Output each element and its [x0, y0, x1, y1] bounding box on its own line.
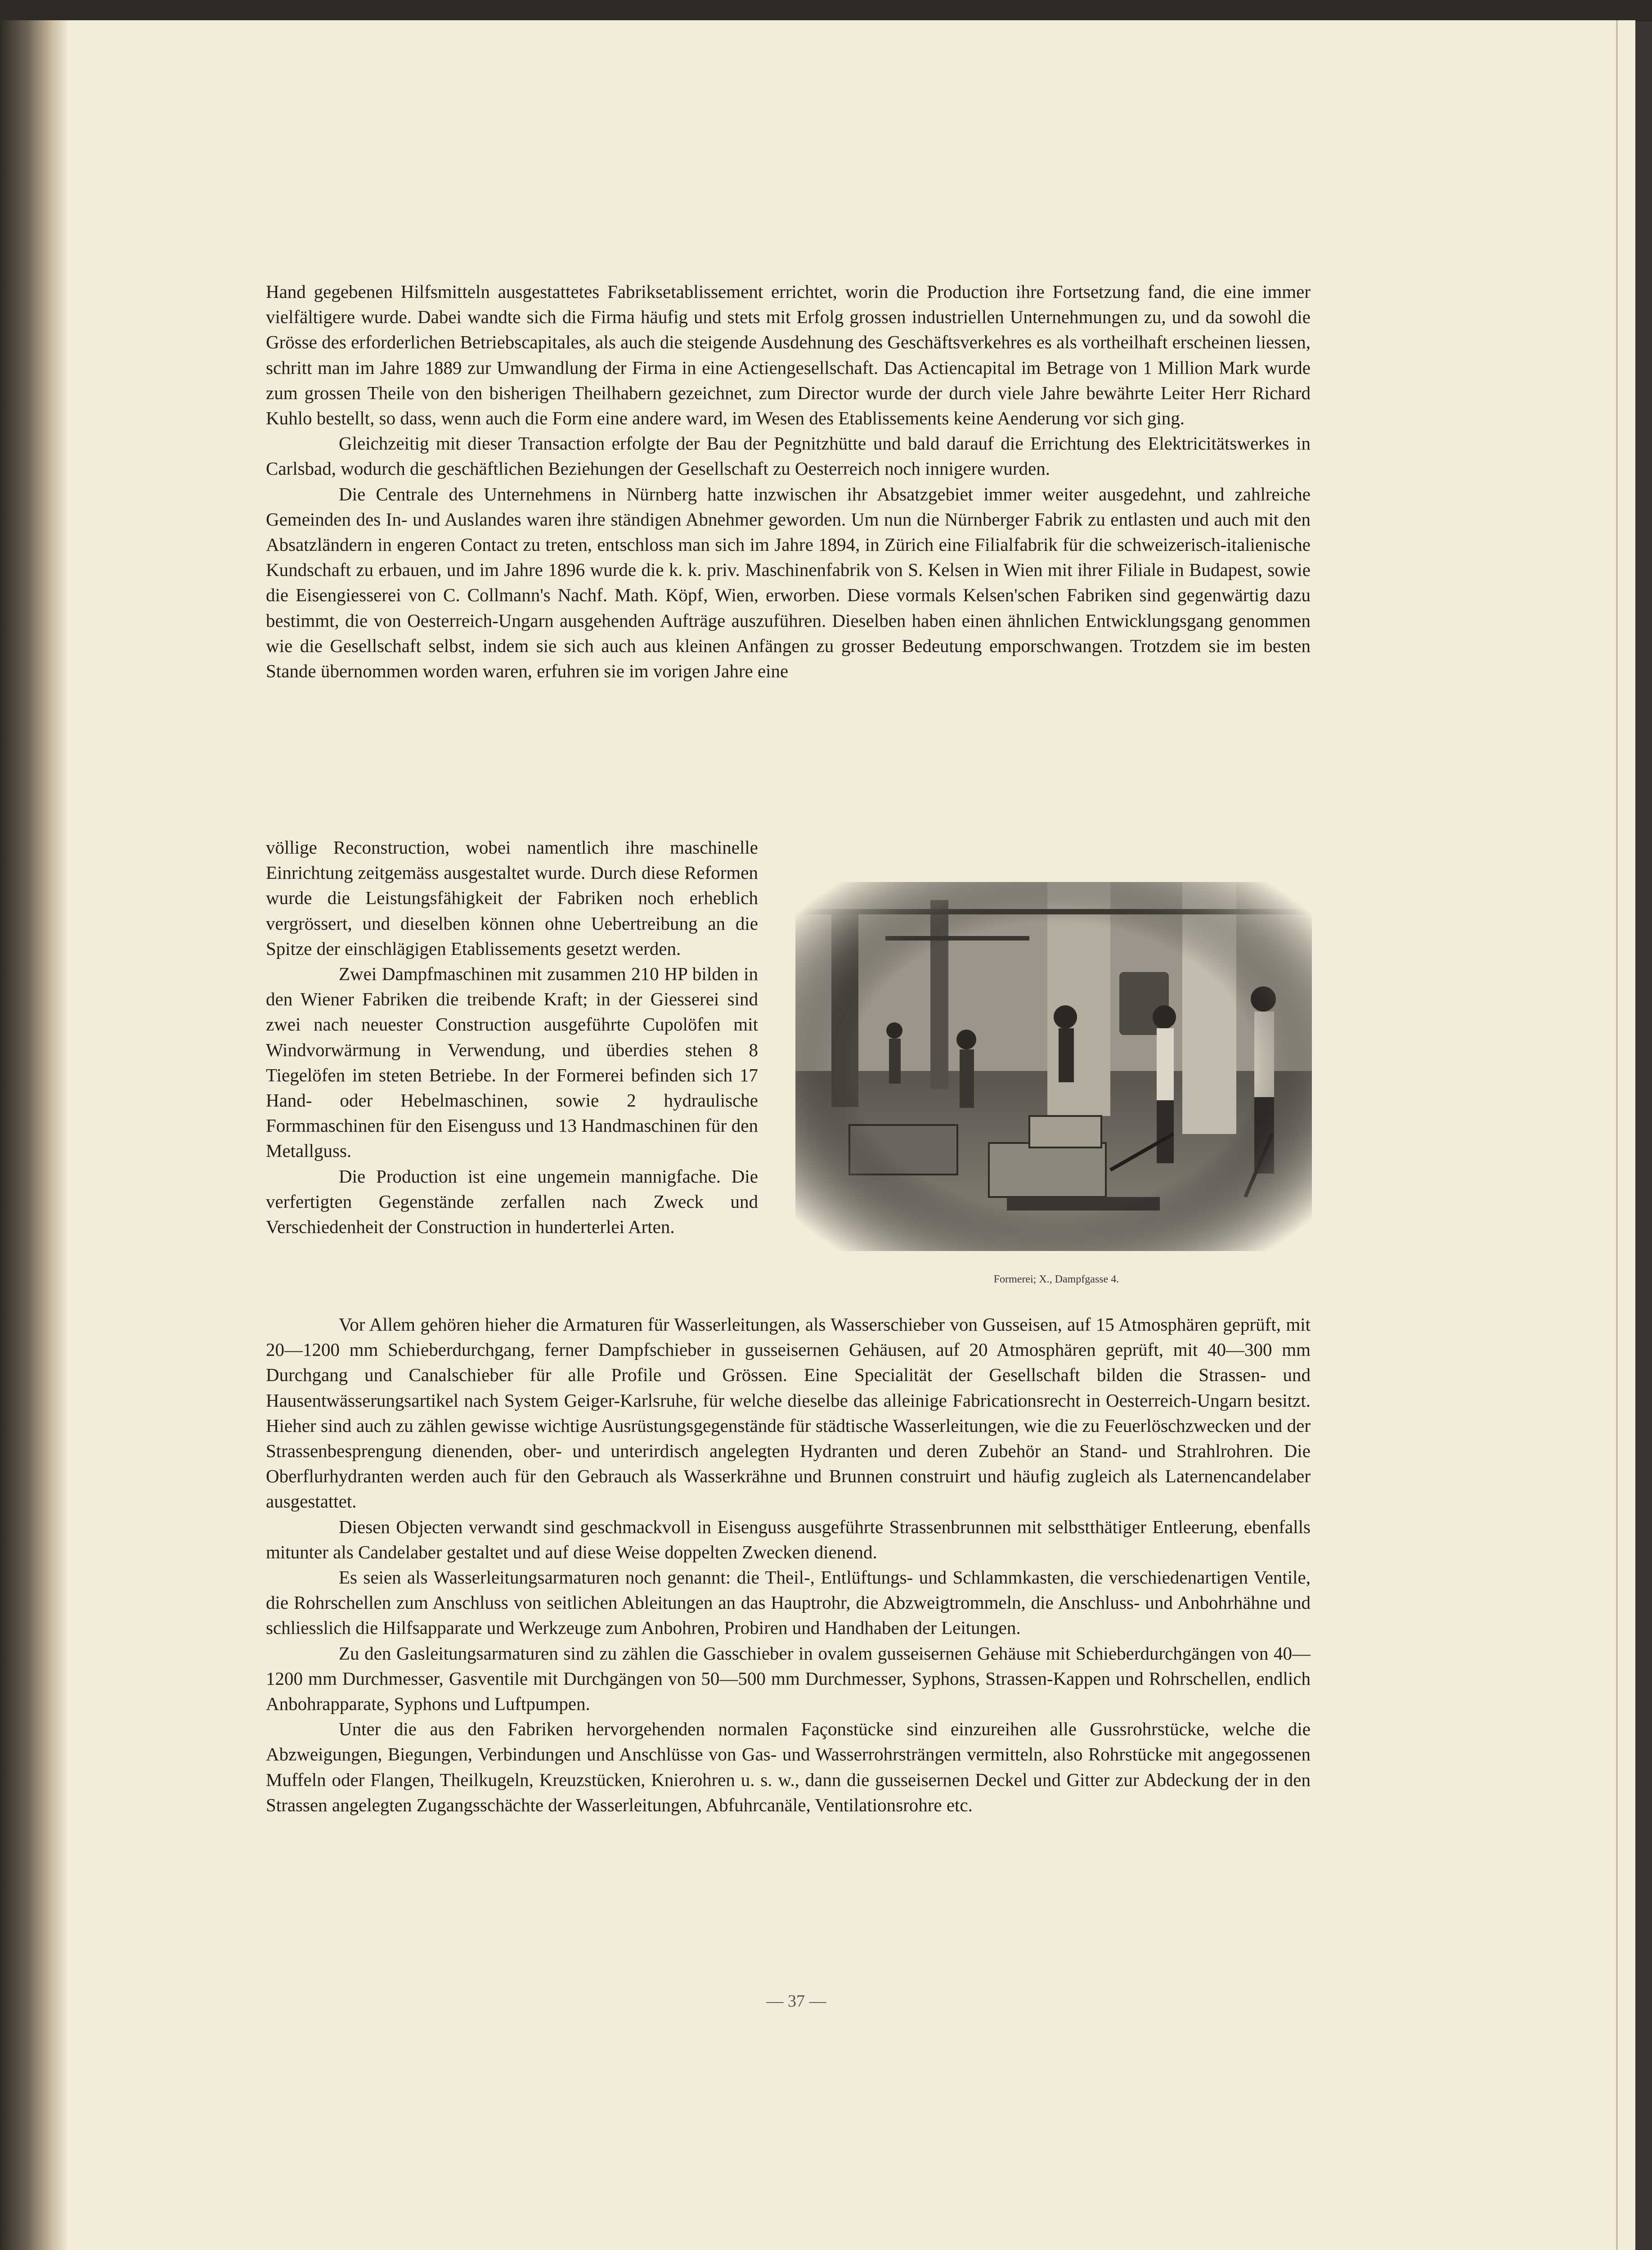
- scan-background: [0, 0, 1652, 22]
- paragraph: Vor Allem gehören hieher die Armaturen für Wasserleitungen, als Wasserschieber von Gusseisen, auf 15 Atmosphären geprüft, mit 20—1200 mm Schieberdurchgang, ferner Dampfschieber in gusseisernen Gehäusen, auf 20 Atmosphären geprüft, mit 40—300 mm Durchgang und Canalschieber für alle Profile und Grössen. Eine Specialität der Gesellschaft bilden die Strassen- und Hausentwässerungsartikel nach System Geiger-Karlsruhe, für welche dieselbe das alleinige Fabricationsrecht in Oesterreich-Ungarn besitzt. Hieher sind auch zu zählen gewisse wichtige Ausrüstungsgegenstände für städtische Wasserleitungen, wie die zu Feuerlöschzwecken und der Strassenbesprengung dienenden, ober- und unterirdisch angelegten Hydranten und deren Zubehör an Stand- und Strahlrohren. Die Oberflurhydranten werden auch für den Gebrauch als Wasserkrähne und Brunnen construirt und häufig zugleich als Laternencandelaber ausgestattet.: [266, 1314, 1311, 1512]
- body-text-bottom: [266, 1312, 1311, 1818]
- book-gutter: [0, 20, 67, 2250]
- paragraph: Zwei Dampfmaschinen mit zusammen 210 HP bilden in den Wiener Fabriken die treibende Kraft; in der Giesserei sind zwei nach neuester Construction ausgeführte Cupolöfen mit Windvorwärmung in Verwendung, und überdies stehen 8 Tiegelöfen im steten Betriebe. In der Formerei befinden sich 17 Hand- oder Hebelmaschinen, sowie 2 hydraulische Formmaschinen für den Eisenguss und 13 Handmaschinen für den Metallguss.: [266, 963, 758, 1161]
- foundry-illustration: [795, 882, 1312, 1251]
- paragraph: Die Centrale des Unternehmens in Nürnberg hatte inzwischen ihr Absatzgebiet immer weiter ausgedehnt, und zahlreiche Gemeinden des In- und Auslandes waren ihre ständigen Abnehmer geworden. Um nun die Nürnberger Fabrik zu entlasten und auch mit den Absatzländern in engeren Contact zu treten, entschloss man sich im Jahre 1894, in Zürich eine Filialfabrik für die schweizerisch-italienische Kundschaft zu erbauen, und im Jahre 1896 wurde die k. k. priv. Maschinenfabrik von S. Kelsen in Wien mit ihrer Filiale in Budapest, sowie die Eisengiesserei von C. Collmann's Nachf. Math. Köpf, Wien, erworben. Diese vormals Kelsen'schen Fabriken sind gegenwärtig dazu bestimmt, die von Oesterreich-Ungarn ausgehenden Aufträge auszuführen. Dieselben haben einen ähnlichen Entwicklungsgang genommen wie die Gesellschaft selbst, indem sie sich auch aus kleinen Anfängen zu grosser Bedeutung emporschwangen. Trotzdem sie im besten Stande übernommen worden waren, erfuhren sie im vorigen Jahre eine: [266, 483, 1311, 682]
- paragraph: völlige Reconstruction, wobei namentlich ihre maschinelle Einrichtung zeitgemäss ausgestaltet wurde. Durch diese Reformen wurde die Leistungsfähigkeit der Fabriken noch erheblich vergrössert, und dieselben können ohne Uebertreibung an die Spitze der einschlägigen Etablissements gesetzt werden.: [266, 837, 758, 959]
- paragraph: Unter die aus den Fabriken hervorgehenden normalen Façonstücke sind einzureihen alle Gussrohrstücke, welche die Abzweigungen, Biegungen, Verbindungen und Anschlüsse von Gas- und Wasserrohrsträngen vermitteln, also Rohrstücke mit angegossenen Muffeln oder Flangen, Theilkugeln, Kreuzstücken, Knierohren u. s. w., dann die gusseisernen Deckel und Gitter zur Abdeckung der in den Strassen angelegten Zugangsschächte der Wasserleitungen, Abfuhrcanäle, Ventilationsrohre etc.: [266, 1719, 1311, 1815]
- paragraph: Es seien als Wasserleitungsarmaturen noch genannt: die Theil-, Entlüftungs- und Schlammkasten, die verschiedenartigen Ventile, die Rohrschellen zum Anschluss von seitlichen Ableitungen an das Hauptrohr, die Abzweigtrommeln, die Anschluss- und Anbohrhähne und schliesslich die Hilfsapparate und Werkzeuge zum Anbohren, Probiren und Handhaben der Leitungen.: [266, 1567, 1311, 1638]
- paragraph: Hand gegebenen Hilfsmitteln ausgestattetes Fabriksetablissement errichtet, worin die Production ihre Fortsetzung fand, die eine immer vielfältigere wurde. Dabei wandte sich die Firma häufig und stets mit Erfolg grossen industriellen Unternehmungen zu, und da sowohl die Grösse des erforderlichen Betriebscapitales, als auch die steigende Ausdehnung des Geschäftsverkehres es als vortheilhaft erscheinen liessen, schritt man im Jahre 1889 zur Umwandlung der Firma in eine Actiengesellschaft. Das Actiencapital im Betrage von 1 Million Mark wurde zum grossen Theile von den bisherigen Theilhabern gezeichnet, zum Director wurde der durch viele Jahre bewährte Leiter Herr Richard Kuhlo bestellt, so dass, wenn auch die Form eine andere ward, im Wesen des Etablissements keine Aenderung vor sich ging.: [266, 281, 1311, 429]
- page-edge: [1616, 20, 1618, 2250]
- body-text-column: [266, 835, 758, 1239]
- page-number: — 37 —: [766, 1992, 826, 2011]
- paragraph: Diesen Objecten verwandt sind geschmackvoll in Eisenguss ausgeführte Strassenbrunnen mit selbstthätiger Entleerung, ebenfalls mitunter als Candelaber gestaltet und auf diese Weise doppelten Zwecken dienend.: [266, 1516, 1311, 1562]
- photo-caption: Formerei; X., Dampfgasse 4.: [993, 1274, 1119, 1285]
- paragraph: Gleichzeitig mit dieser Transaction erfolgte der Bau der Pegnitzhütte und bald darauf die Errichtung des Elektricitätswerkes in Carlsbad, wodurch die geschäftlichen Beziehungen der Gesellschaft zu Oesterreich noch innigere wurden.: [266, 433, 1311, 479]
- body-text-top: [266, 279, 1311, 684]
- paragraph: Die Production ist eine ungemein mannigfache. Die verfertigten Gegenstände zerfallen nach Zweck und Verschiedenheit der Construction in hunderterlei Arten.: [266, 1166, 758, 1238]
- foundry-photo: [795, 882, 1312, 1251]
- paragraph: Zu den Gasleitungsarmaturen sind zu zählen die Gasschieber in ovalem gusseisernen Gehäuse mit Schieberdurchgängen von 40—1200 mm Durchmesser, Gasventile mit Durchgängen von 50—500 mm Durchmesser, Syphons, Strassen-Kappen und Rohrschellen, endlich Anbohrapparate, Syphons und Luftpumpen.: [266, 1642, 1311, 1714]
